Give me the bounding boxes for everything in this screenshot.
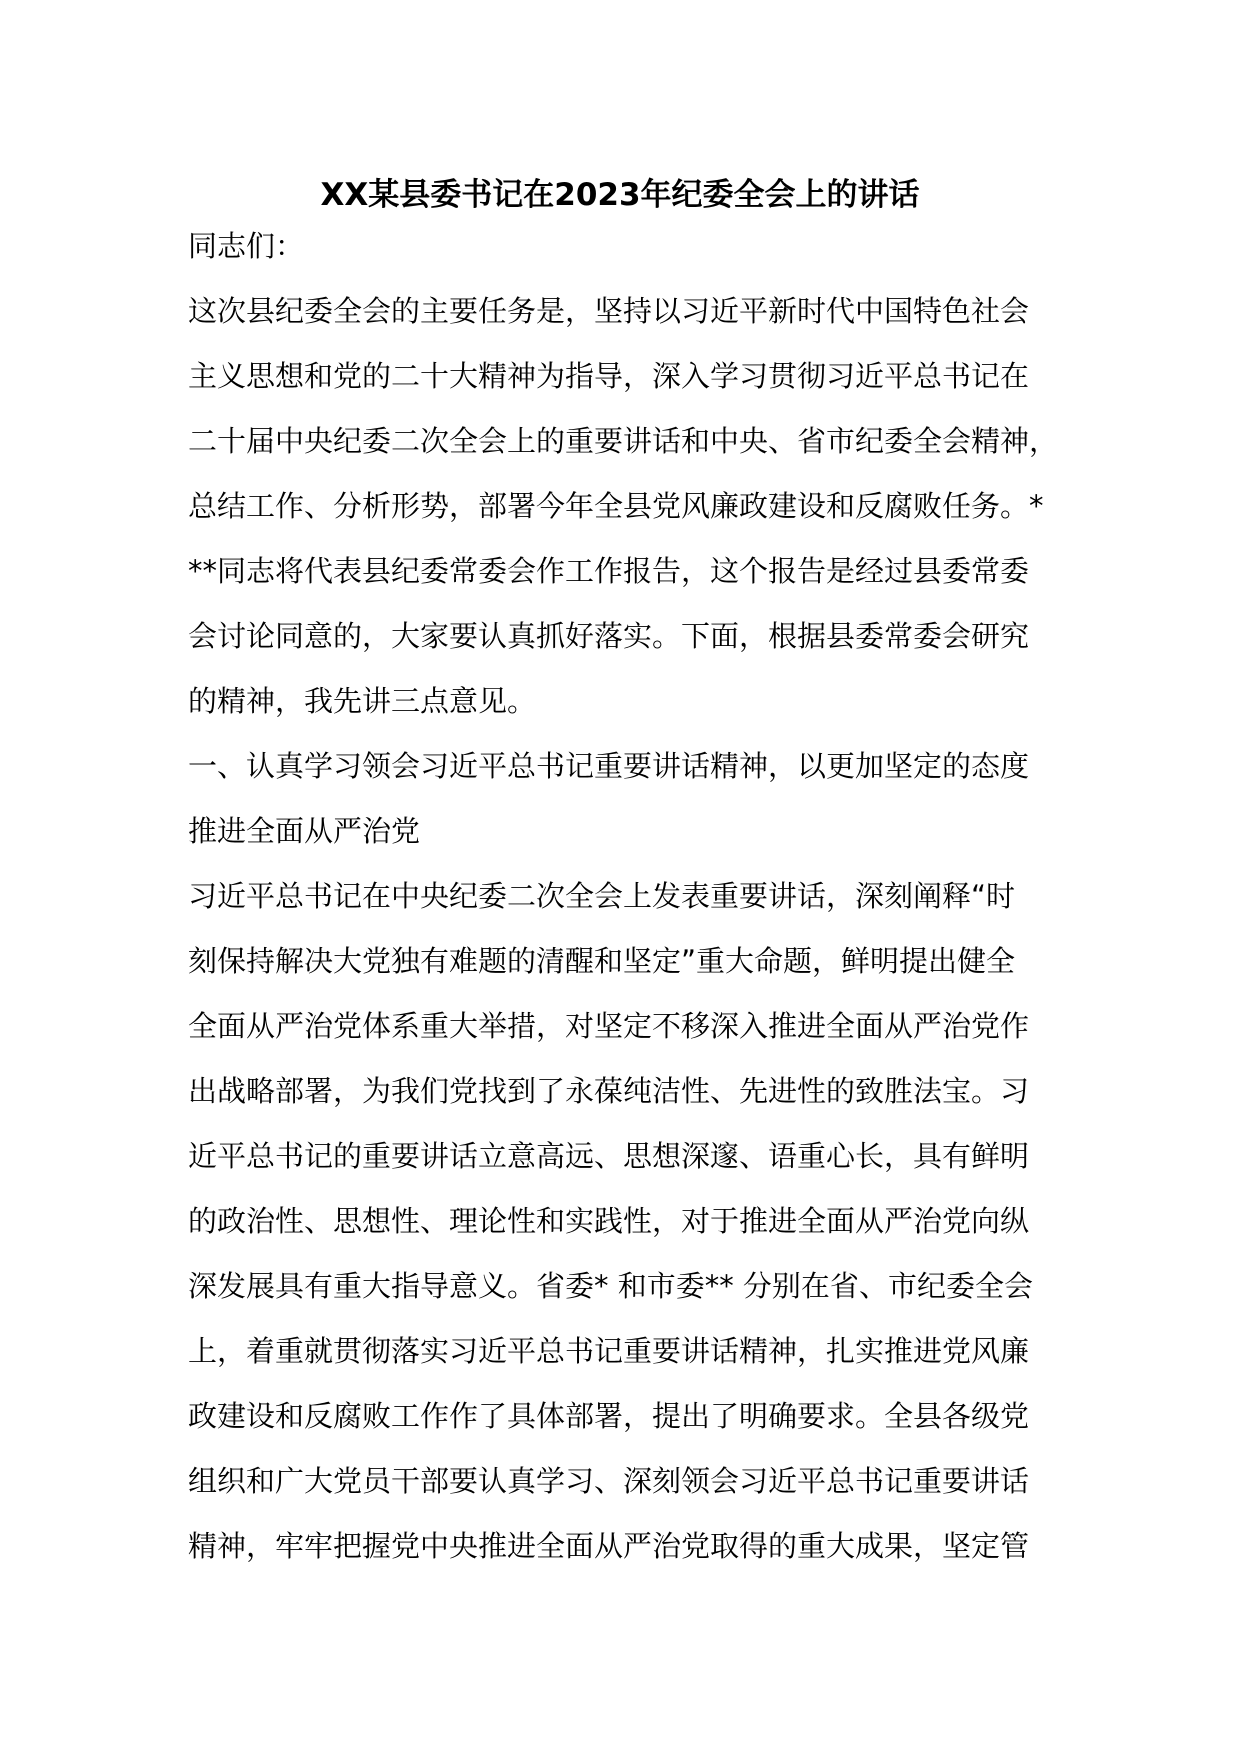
document-title: XX某县委书记在2023年纪委全会上的讲话: [320, 177, 920, 213]
text-line: 近平总书记的重要讲话立意高远、思想深邃、语重心长，具有鲜明: [188, 1139, 1030, 1173]
text-line: 组织和广大党员干部要认真学习、深刻领会习近平总书记重要讲话: [188, 1464, 1030, 1498]
text-line: 主义思想和党的二十大精神为指导，深入学习贯彻习近平总书记在: [188, 359, 1030, 393]
salutation: 同志们：: [188, 229, 305, 263]
text-line: 刻保持解决大党独有难题的清醒和坚定”重大命题，鲜明提出健全: [188, 944, 1016, 978]
text-line: 出战略部署，为我们党找到了永葆纯洁性、先进性的致胜法宝。习: [188, 1074, 1030, 1108]
section-heading: 推进全面从严治党: [188, 814, 421, 848]
section-heading: 一、认真学习领会习近平总书记重要讲话精神，以更加坚定的态度: [188, 749, 1030, 783]
text-line: 会讨论同意的，大家要认真抓好落实。下面，根据县委常委会研究: [188, 619, 1030, 653]
text-line: 上，着重就贯彻落实习近平总书记重要讲话精神，扎实推进党风廉: [188, 1334, 1030, 1368]
text-line: **同志将代表县纪委常委会作工作报告，这个报告是经过县委常委: [188, 554, 1030, 588]
text-line: 政建设和反腐败工作作了具体部署，提出了明确要求。全县各级党: [188, 1399, 1030, 1433]
text-line: 精神，牢牢把握党中央推进全面从严治党取得的重大成果，坚定管: [188, 1529, 1030, 1563]
text-line: 深发展具有重大指导意义。省委* 和市委** 分别在省、市纪委全会: [188, 1269, 1033, 1303]
text-line: 的精神，我先讲三点意见。: [188, 684, 537, 718]
text-line: 全面从严治党体系重大举措，对坚定不移深入推进全面从严治党作: [188, 1009, 1030, 1043]
text-line: 的政治性、思想性、理论性和实践性，对于推进全面从严治党向纵: [188, 1204, 1030, 1238]
text-line: 习近平总书记在中央纪委二次全会上发表重要讲话，深刻阐释“时: [188, 879, 1016, 913]
text-line: 这次县纪委全会的主要任务是，坚持以习近平新时代中国特色社会: [188, 294, 1030, 328]
text-line: 二十届中央纪委二次全会上的重要讲话和中央、省市纪委全会精神，: [188, 424, 1059, 458]
text-line: 总结工作、分析形势，部署今年全县党风廉政建设和反腐败任务。*: [188, 489, 1044, 523]
